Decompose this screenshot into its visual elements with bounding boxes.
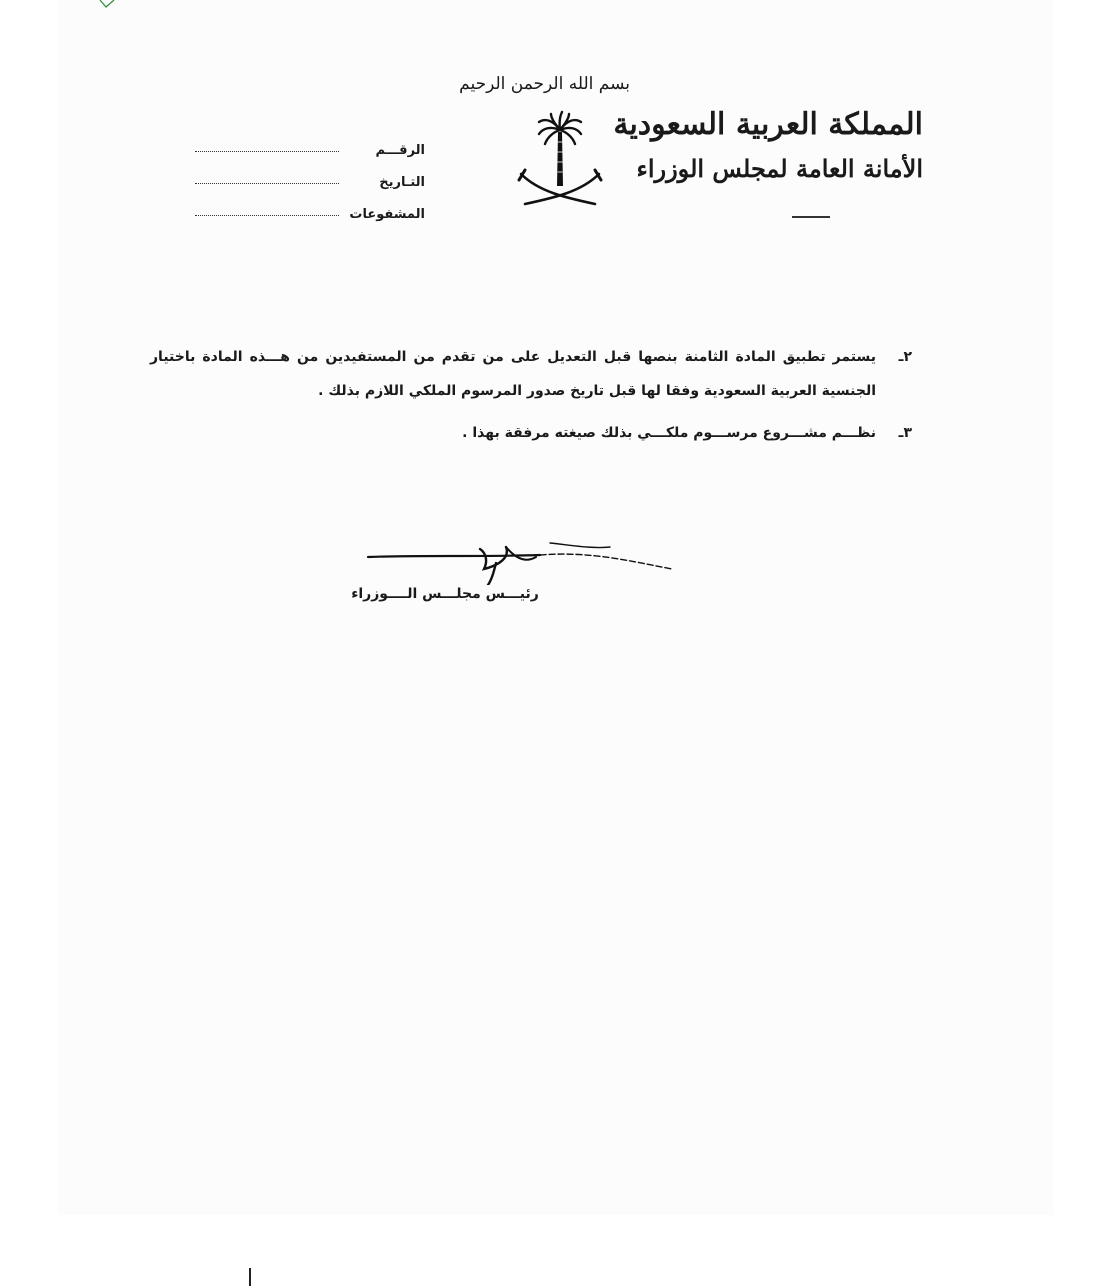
field-attachments-blank <box>195 214 339 216</box>
scan-edge-mark <box>249 1268 251 1286</box>
field-date-blank <box>195 182 339 184</box>
item-number: ٣ـ <box>898 425 912 441</box>
palm-and-crossed-swords-emblem-icon <box>515 108 605 210</box>
basmala: بسم الله الرحمن الرحيم <box>459 74 630 94</box>
header-divider <box>792 216 830 218</box>
reference-fields <box>195 126 425 222</box>
field-attachments-label: المشفوعات <box>349 207 425 222</box>
item-text: يستمر تطبيق المادة الثامنة بنصها قبل التعديل على من تقدم من المستفيدين من هـــذه المادة باختيار الجنسية العربية السعودية وفقا لها قبل تاريخ صدور المرسوم الملكي اللازم بذلك . <box>150 349 876 399</box>
list-item <box>150 340 912 408</box>
field-attachments <box>195 190 425 222</box>
signatory-title: رئيـــس مجلـــس الــــوزراء <box>351 586 539 602</box>
list-item <box>150 416 912 450</box>
secretariat-name: الأمانة العامة لمجلس الوزراء <box>636 154 923 183</box>
letter-body <box>150 340 912 450</box>
item-number: ٢ـ <box>898 349 912 365</box>
item-text: نظـــم مشـــروع مرســـوم ملكـــي بذلك صيغته مرفقة بهذا . <box>462 425 876 441</box>
field-number <box>195 126 425 158</box>
handwritten-signature <box>360 535 675 585</box>
field-date <box>195 158 425 190</box>
corner-mark-icon <box>98 0 116 8</box>
field-number-label: الرقـــم <box>375 143 425 158</box>
letterhead-title <box>613 105 923 187</box>
field-number-blank <box>195 150 339 152</box>
kingdom-name: المملكة العربية السعودية <box>613 107 923 142</box>
field-date-label: التـاريخ <box>379 175 425 190</box>
